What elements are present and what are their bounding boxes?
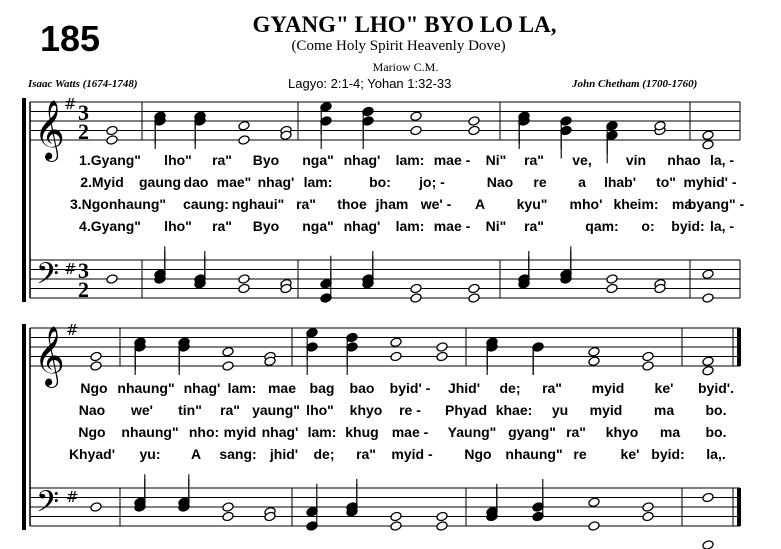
lyric-syllable: lam: bbox=[395, 218, 425, 234]
hymn-subtitle: (Come Holy Spirit Heavenly Dove) bbox=[291, 38, 506, 54]
lyric-syllable: Khyad' bbox=[68, 446, 116, 462]
treble-note bbox=[238, 135, 250, 146]
treble-note bbox=[588, 346, 600, 357]
lyric-syllable: la,. bbox=[706, 446, 726, 462]
lyric-syllable: mae bbox=[267, 380, 297, 396]
treble-note bbox=[702, 356, 714, 367]
lyric-syllable: ra" bbox=[212, 218, 232, 234]
lyric-syllable: lam: bbox=[307, 424, 337, 440]
time-signature-bottom: 2 bbox=[78, 277, 89, 302]
lyric-syllable: khyo bbox=[349, 402, 383, 418]
composer-credit: John Chetham (1700-1760) bbox=[572, 78, 698, 90]
lyric-syllable: myhid' - bbox=[683, 174, 737, 190]
treble-note bbox=[390, 337, 402, 348]
scripture-reference: Lagyo: 2:1-4; Yohan 1:32-33 bbox=[288, 76, 452, 91]
lyric-syllable: byang" - bbox=[687, 196, 745, 212]
lyric-syllable: de; bbox=[499, 380, 521, 396]
lyric-syllable: lam: bbox=[227, 380, 257, 396]
time-signature-top: 3 bbox=[78, 100, 89, 125]
lyric-syllable: ke' bbox=[654, 380, 674, 396]
treble-note bbox=[642, 351, 654, 362]
treble-clef-icon: 𝄞 bbox=[34, 326, 65, 386]
lyric-syllable: nghaui" bbox=[231, 196, 285, 212]
lyric-syllable: gaung bbox=[139, 174, 181, 190]
lyric-syllable: ma bbox=[671, 196, 693, 212]
system-1-verse-1 bbox=[0, 152, 781, 174]
lyric-syllable: khae: bbox=[495, 402, 533, 418]
lyric-syllable: nhag' bbox=[257, 174, 295, 190]
lyric-syllable: lho" bbox=[164, 152, 192, 168]
bass-clef-icon: 𝄢 bbox=[36, 257, 60, 299]
treble-note bbox=[106, 125, 118, 136]
bass-note bbox=[222, 511, 234, 522]
lyric-syllable: mae - bbox=[391, 424, 429, 440]
lyric-syllable: kyu" bbox=[516, 196, 548, 212]
lyric-syllable: qam: bbox=[585, 218, 619, 234]
lyric-syllable: re bbox=[533, 174, 547, 190]
lyric-syllable: byid'. bbox=[698, 380, 734, 396]
treble-note bbox=[468, 116, 480, 127]
bass-note bbox=[436, 511, 448, 522]
bass-note bbox=[238, 283, 250, 294]
bass-note bbox=[702, 269, 714, 280]
lyric-syllable: re - bbox=[399, 402, 421, 418]
lyric-syllable: nhag' bbox=[183, 380, 221, 396]
lyric-syllable: Ngo bbox=[464, 446, 492, 462]
lyric-syllable: ra" bbox=[542, 380, 562, 396]
lyric-syllable: nhaung" bbox=[117, 380, 175, 396]
hymn-title: GYANG" LHO" BYO LO LA, bbox=[252, 12, 557, 37]
lyric-syllable: nga" bbox=[302, 218, 334, 234]
lyric-syllable: lho" bbox=[164, 218, 192, 234]
bass-note bbox=[390, 511, 402, 522]
lyric-syllable: re bbox=[573, 446, 587, 462]
lyric-syllable: ra" bbox=[566, 424, 586, 440]
key-signature-sharp: # bbox=[64, 260, 77, 278]
bass-note bbox=[702, 293, 714, 304]
system-1-verse-4 bbox=[0, 218, 781, 240]
lyric-syllable: bao bbox=[349, 380, 375, 396]
lyric-syllable: Ngo bbox=[80, 380, 108, 396]
lyric-syllable: we' bbox=[130, 402, 154, 418]
bass-note bbox=[222, 502, 234, 513]
system-1-verse-2 bbox=[0, 174, 781, 196]
lyric-syllable: lhab' bbox=[603, 174, 637, 190]
lyric-syllable: bo. bbox=[705, 424, 727, 440]
lyric-syllable: yu: bbox=[139, 446, 161, 462]
lyric-syllable: nhag' bbox=[343, 218, 381, 234]
lyric-syllable: vin bbox=[625, 152, 647, 168]
lyric-syllable: kheim: bbox=[613, 196, 659, 212]
bass-note bbox=[642, 502, 654, 513]
tune-name: Mariow C.M. bbox=[372, 60, 439, 74]
lyric-syllable: myid bbox=[591, 380, 625, 396]
lyric-syllable: la, - bbox=[709, 218, 735, 234]
lyric-syllable: ra" bbox=[212, 152, 232, 168]
lyric-syllable: Ni" bbox=[485, 218, 507, 234]
system-2-verse-2 bbox=[0, 402, 781, 424]
system-1-verse-3 bbox=[0, 196, 781, 218]
treble-note bbox=[702, 130, 714, 141]
lyric-syllable: mae - bbox=[433, 152, 471, 168]
lyric-syllable: Phyad bbox=[444, 402, 488, 418]
treble-note bbox=[222, 346, 234, 357]
lyric-syllable: bo: bbox=[369, 174, 391, 190]
lyric-syllable: lam: bbox=[395, 152, 425, 168]
bass-note bbox=[468, 283, 480, 294]
lyric-syllable: de; bbox=[313, 446, 335, 462]
lyric-syllable: A bbox=[474, 196, 486, 212]
lyric-syllable: byid' - bbox=[389, 380, 431, 396]
bass-note bbox=[468, 293, 480, 304]
author-credit: Isaac Watts (1674-1748) bbox=[28, 78, 138, 90]
lyric-syllable: Byo bbox=[252, 218, 280, 234]
lyric-syllable: ra" bbox=[524, 218, 544, 234]
lyric-syllable: lho" bbox=[306, 402, 334, 418]
lyric-syllable: ra" bbox=[524, 152, 544, 168]
system-2-verse-3 bbox=[0, 424, 781, 446]
bass-note bbox=[642, 511, 654, 522]
lyric-syllable: nhag' bbox=[261, 424, 299, 440]
treble-note bbox=[238, 120, 250, 131]
final-barline-thick bbox=[737, 328, 741, 366]
treble-note bbox=[410, 111, 422, 122]
lyric-syllable: ve, bbox=[572, 152, 592, 168]
treble-note bbox=[390, 351, 402, 362]
key-signature-sharp: # bbox=[66, 321, 79, 339]
lyric-syllable: nhaung" bbox=[121, 424, 179, 440]
lyric-syllable: gyang" bbox=[508, 424, 556, 440]
hymn-number: 185 bbox=[40, 18, 101, 59]
system-2-verse-4 bbox=[0, 446, 781, 468]
lyric-syllable: ra" bbox=[296, 196, 316, 212]
lyric-syllable: Nao bbox=[78, 402, 106, 418]
bass-note bbox=[436, 521, 448, 532]
lyric-syllable: nhag' bbox=[343, 152, 381, 168]
lyric-syllable: Ni" bbox=[485, 152, 507, 168]
lyric-syllable: 3.Ngonhaung" bbox=[69, 196, 167, 212]
treble-note bbox=[642, 361, 654, 372]
lyric-syllable: mae" bbox=[216, 174, 252, 190]
lyric-syllable: dao bbox=[183, 174, 209, 190]
lyric-syllable: khyo bbox=[605, 424, 639, 440]
bass-note bbox=[702, 540, 714, 549]
bass-note bbox=[588, 521, 600, 532]
key-signature-sharp: # bbox=[66, 488, 79, 506]
lyric-syllable: lam: bbox=[303, 174, 333, 190]
lyric-syllable: ma bbox=[653, 402, 675, 418]
lyric-syllable: to" bbox=[656, 174, 676, 190]
lyric-syllable: jo; - bbox=[419, 174, 445, 190]
lyric-syllable: ra" bbox=[356, 446, 376, 462]
treble-note bbox=[588, 356, 600, 367]
lyric-syllable: nga" bbox=[302, 152, 334, 168]
lyric-syllable: bo. bbox=[705, 402, 727, 418]
lyric-syllable: nhaung" bbox=[505, 446, 563, 462]
time-signature-bottom: 2 bbox=[78, 119, 89, 144]
lyric-syllable: jhid' bbox=[269, 446, 299, 462]
lyric-syllable: caung: bbox=[183, 196, 229, 212]
lyric-syllable: A bbox=[190, 446, 202, 462]
lyric-syllable: 1.Gyang" bbox=[79, 152, 141, 168]
lyric-syllable: o: bbox=[641, 218, 655, 234]
time-signature-top: 3 bbox=[78, 258, 89, 283]
lyric-syllable: la, - bbox=[709, 152, 735, 168]
lyric-syllable: a bbox=[578, 174, 586, 190]
treble-note bbox=[702, 139, 714, 150]
lyric-syllable: thoe bbox=[337, 196, 367, 212]
treble-note bbox=[106, 135, 118, 146]
lyric-syllable: jham bbox=[375, 196, 409, 212]
key-signature-sharp: # bbox=[64, 95, 77, 113]
treble-clef-icon: 𝄞 bbox=[34, 100, 65, 160]
lyric-syllable: bag bbox=[309, 380, 335, 396]
lyric-syllable: we' - bbox=[420, 196, 452, 212]
bass-note bbox=[606, 283, 618, 294]
lyric-syllable: Jhid' bbox=[447, 380, 481, 396]
lyric-syllable: ke' bbox=[620, 446, 640, 462]
treble-note bbox=[436, 351, 448, 362]
lyric-syllable: myid bbox=[223, 424, 257, 440]
lyric-syllable: yu bbox=[551, 402, 569, 418]
lyric-syllable: yaung" bbox=[252, 402, 300, 418]
treble-note bbox=[468, 125, 480, 136]
bass-note bbox=[410, 283, 422, 294]
lyric-syllable: khug bbox=[345, 424, 379, 440]
treble-note bbox=[222, 361, 234, 372]
bass-note bbox=[702, 492, 714, 503]
bass-note bbox=[588, 497, 600, 508]
treble-note bbox=[436, 342, 448, 353]
lyric-syllable: nhao bbox=[667, 152, 701, 168]
final-barline-thick bbox=[737, 488, 741, 526]
lyric-syllable: byid: bbox=[651, 446, 685, 462]
bass-note bbox=[606, 274, 618, 285]
bass-note bbox=[90, 502, 102, 513]
lyric-syllable: mae - bbox=[433, 218, 471, 234]
treble-note bbox=[410, 125, 422, 136]
system-2-verse-1 bbox=[0, 380, 781, 402]
lyric-syllable: tin" bbox=[178, 402, 202, 418]
treble-note bbox=[702, 365, 714, 376]
lyric-syllable: Nao bbox=[486, 174, 514, 190]
lyric-syllable: byid: bbox=[671, 218, 705, 234]
lyric-syllable: sang: bbox=[219, 446, 257, 462]
bass-note bbox=[410, 293, 422, 304]
lyric-syllable: Byo bbox=[252, 152, 280, 168]
lyric-syllable: 2.Myid bbox=[80, 174, 124, 190]
lyric-syllable: myid bbox=[589, 402, 623, 418]
lyric-syllable: ra" bbox=[220, 402, 240, 418]
bass-note bbox=[106, 274, 118, 285]
bass-clef-icon: 𝄢 bbox=[36, 485, 60, 527]
bass-note bbox=[238, 274, 250, 285]
lyric-syllable: nho: bbox=[188, 424, 220, 440]
lyric-syllable: mho' bbox=[569, 196, 603, 212]
lyric-syllable: myid - bbox=[391, 446, 433, 462]
lyric-syllable: Yaung" bbox=[447, 424, 497, 440]
treble-note bbox=[90, 351, 102, 362]
lyric-syllable: ma bbox=[659, 424, 681, 440]
lyric-syllable: Ngo bbox=[78, 424, 106, 440]
lyric-syllable: 4.Gyang" bbox=[79, 218, 141, 234]
treble-note bbox=[90, 361, 102, 372]
bass-note bbox=[390, 521, 402, 532]
